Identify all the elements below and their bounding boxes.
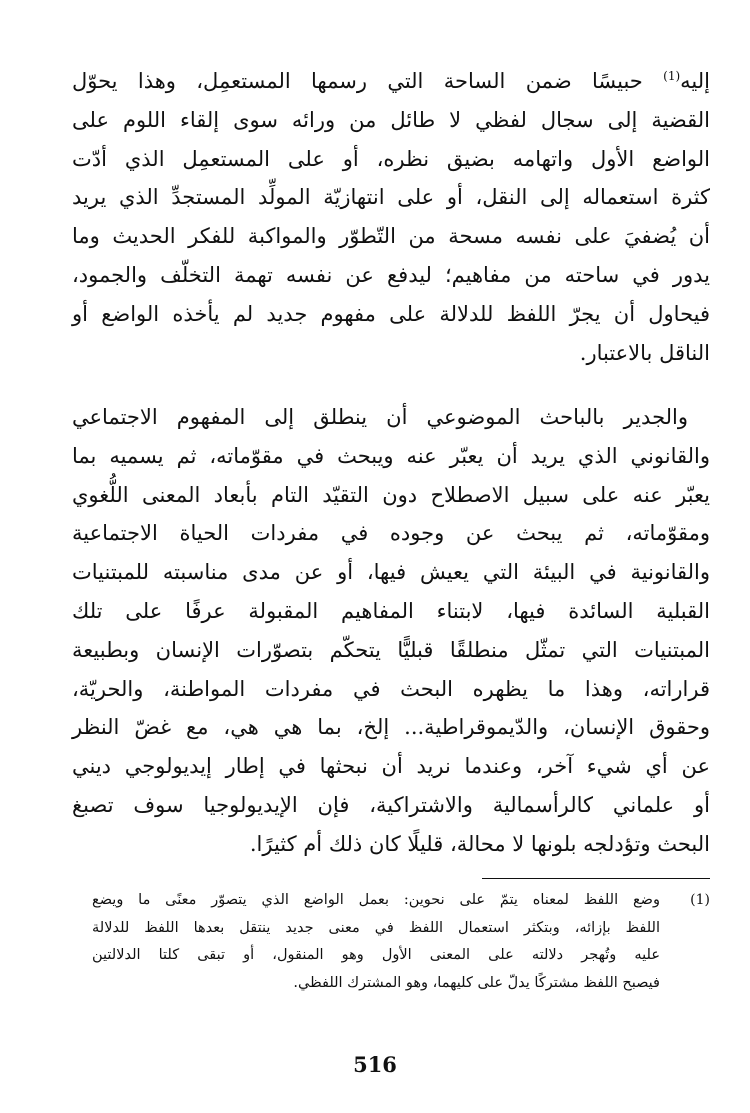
footnote-divider (482, 878, 710, 879)
text-line: أن يُضفيَ على نفسه مسحة من التّطوّر والمواكبة للفكر الحديث وما (72, 224, 710, 249)
footnote-body (92, 887, 660, 997)
footnote-line: وضع اللفظ لمعناه يتمّ على نحوين: بعمل الواضع الذي يتصوّر معنًى ما ويضع (92, 892, 660, 908)
footnote-line: اللفظ بإزائه، وبتكثر استعمال اللفظ في معنى جديد ينتقل بعدها اللفظ للدلالة (92, 919, 660, 936)
text-line: المبتنيات التي تمثّل منطلقًا قبليًّا يتحكّم بتصوّرات الإنسان وبطبيعة (72, 637, 710, 662)
text-line: والقانونية في البيئة التي يعيش فيها، أو عن مدى مناسبته للمبتنيات (72, 560, 710, 585)
footnote-number: (1) (690, 892, 710, 908)
text-line: القبلية السائدة فيها، لابتناء المفاهيم المقبولة عرفًا على تلك (72, 598, 710, 623)
text-line: أو علماني كالرأسمالية والاشتراكية، فإن الإيديولوجيا سوف تصبغ (72, 792, 710, 817)
text-line: والجدير بالباحث الموضوعي أن ينطلق إلى المفهوم الاجتماعي (72, 405, 688, 429)
footnote-reference[interactable]: (1) (663, 69, 681, 83)
text-line (72, 62, 710, 101)
text-line: وحقوق الإنسان، والدّيموقراطية... إلخ، بما هي هي، مع غضّ النظر (72, 715, 710, 740)
footnote-line: عليه وتُهجر دلالته على المعنى الأول وهو المنقول، أو تبقى كلتا الدلالتين (92, 947, 660, 963)
text-line: قراراته، وهذا ما يظهره البحث في مفردات المواطنة، والحريّة، (72, 676, 710, 701)
text-line: الواضع الأول واتهامه بضيق نظره، أو على المستعمِل الذي أدّت (72, 146, 710, 171)
text-line: البحث وتؤدلجه بلونها لا محالة، قليلًا كان ذلك أم كثيرًا. (249, 831, 710, 856)
text-segment: حبيسًا ضمن الساحة التي رسمها المستعمِل، وهذا يحوّل (72, 69, 664, 93)
text-line: القضية إلى سجال لفظي لا طائل من ورائه سوى إلقاء اللوم على (72, 107, 710, 132)
text-line: فيحاول أن يجرّ اللفظ للدلالة على مفهوم جديد لم يأخذه الواضع أو (72, 301, 710, 326)
paragraph-2 (72, 398, 710, 864)
footnote (92, 887, 710, 997)
page-number: 516 (353, 1052, 397, 1077)
footnote-line: فيصبح اللفظ مشتركًا يدلّ على كليهما، وهو المشترك اللفظي. (293, 974, 660, 991)
text-line: ومقوّماته، ثم يبحث عن وجوده في مفردات الحياة الاجتماعية (72, 521, 710, 546)
text-line: عن أي شيء آخر، وعندما نريد أن نبحثها في إطار إيديولوجي ديني (72, 754, 710, 779)
text-line: كثرة استعماله إلى النقل، أو على انتهازيّة المولِّد المستجدِّ الذي يريد (72, 185, 710, 210)
text-line: والقانوني الذي يريد أن يعبّر عنه ويبحث في مقوّماته، ثم يسميه بما (72, 443, 710, 468)
text-line: الناقل بالاعتبار. (579, 340, 710, 365)
text-line: يدور في ساحته من مفاهيم؛ ليدفع عن نفسه تهمة التخلّف والجمود، (72, 262, 710, 287)
text-segment: إليه (680, 69, 710, 93)
paragraph-1 (72, 62, 710, 372)
text-line: يعبّر عنه على سبيل الاصطلاح دون التقيّد التام بأبعاد المعنى اللُّغوي (72, 482, 710, 507)
